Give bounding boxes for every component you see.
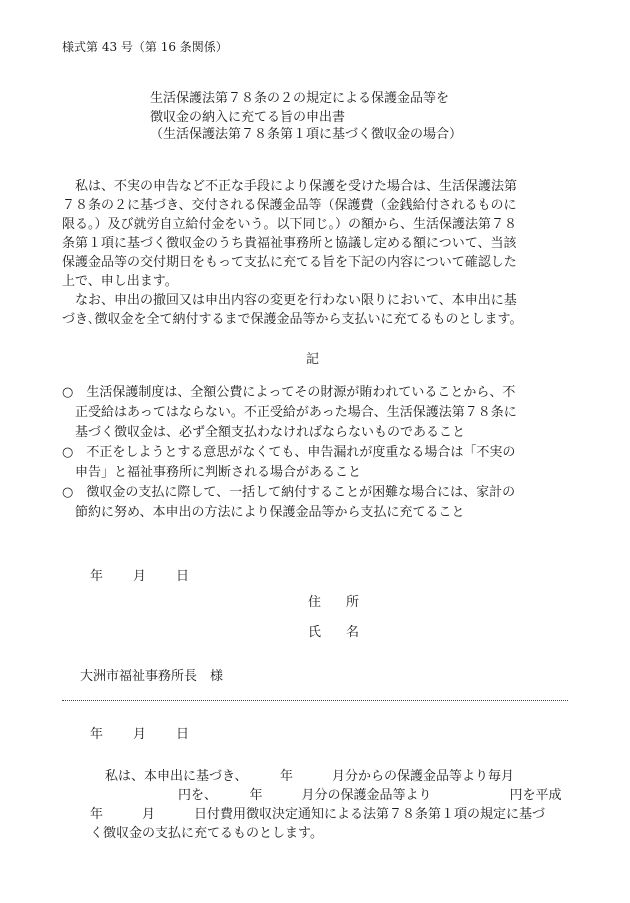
lower-text-line: 私は、本申出に基づき、 年 月分からの保護金品等より毎月 [105,769,514,784]
note-line: 申告」と福祉事務所に判断される場合があること [62,465,362,480]
body-text-line: づき､徴収金を全て納付するまで保護金品等から支払いに充てるものとします。 [62,312,523,327]
date-day: 日 [176,569,190,584]
name-label: 氏 名 [308,625,366,640]
ki-heading: 記 [306,352,320,367]
date-month: 月 [133,569,147,584]
lower-text-line: 円を、 年 月分の保護金品等より 円を平成 [178,788,562,803]
date-year: 年 [90,727,104,742]
note-line: 節約に努め、本申出の方法により保護金品等から支払に充てること [62,505,465,520]
title-line-1: 生活保護法第７８条の２の規定による保護金品等を [150,91,450,106]
lower-text-line: 年 月 日付費用徴収決定通知による法第７８条第１項の規定に基づ [90,807,546,822]
title-line-2: 徴収金の納入に充てる旨の申出書 [150,110,346,125]
note-line: ○ 生活保護制度は、全額公費によってその財源が賄われていることから、不 [62,385,516,400]
body-text-line: なお、申出の撤回又は申出内容の変更を行わない限りにおいて、本申出に基 [62,293,517,308]
date-month: 月 [133,727,147,742]
address-label: 住 所 [308,595,366,610]
body-text-line: 私は、不実の申告など不正な手段により保護を受けた場合は、生活保護法第 [62,179,518,194]
date-day: 日 [176,727,190,742]
note-line: ○ 徴収金の支払に際して、一括して納付することが困難な場合には、家計の [62,485,516,500]
addressee: 大洲市福祉事務所長 様 [80,669,224,684]
date-year: 年 [90,569,104,584]
note-line: 基づく徴収金は、必ず全額支払わなければならないものであること [62,425,466,440]
title-line-3: （生活保護法第７８条第１項に基づく徴収金の場合） [150,127,463,142]
note-line: 正受給はあってはならない。不正受給があった場合、生活保護法第７８条に [62,405,517,420]
application-date [90,570,189,583]
form-number: 様式第 43 号（第 16 条関係） [62,40,228,54]
body-text-line: 上で、申し出ます。 [62,274,178,289]
body-text-line: 条第１項に基づく徴収金のうち貴福祉事務所と協議し定める額について、当該 [62,236,517,251]
body-text-line: ７８条の２に基づき、交付される保護金品等（保護費（金銭給付されるものに [62,198,517,213]
note-line: ○ 不正をしようとする意思がなくても、申告漏れが度重なる場合は「不実の [62,445,516,460]
lower-date [90,728,189,741]
body-text-line: 限る。）及び就労自立給付金をいう。以下同じ。）の額から、生活保護法第７８ [62,217,518,232]
lower-text-line: く徴収金の支払に充てるものとします。 [90,826,323,841]
body-text-line: 保護金品等の交付期日をもって支払に充てる旨を下記の内容について確認した [62,255,517,270]
cut-line-divider [62,700,568,701]
